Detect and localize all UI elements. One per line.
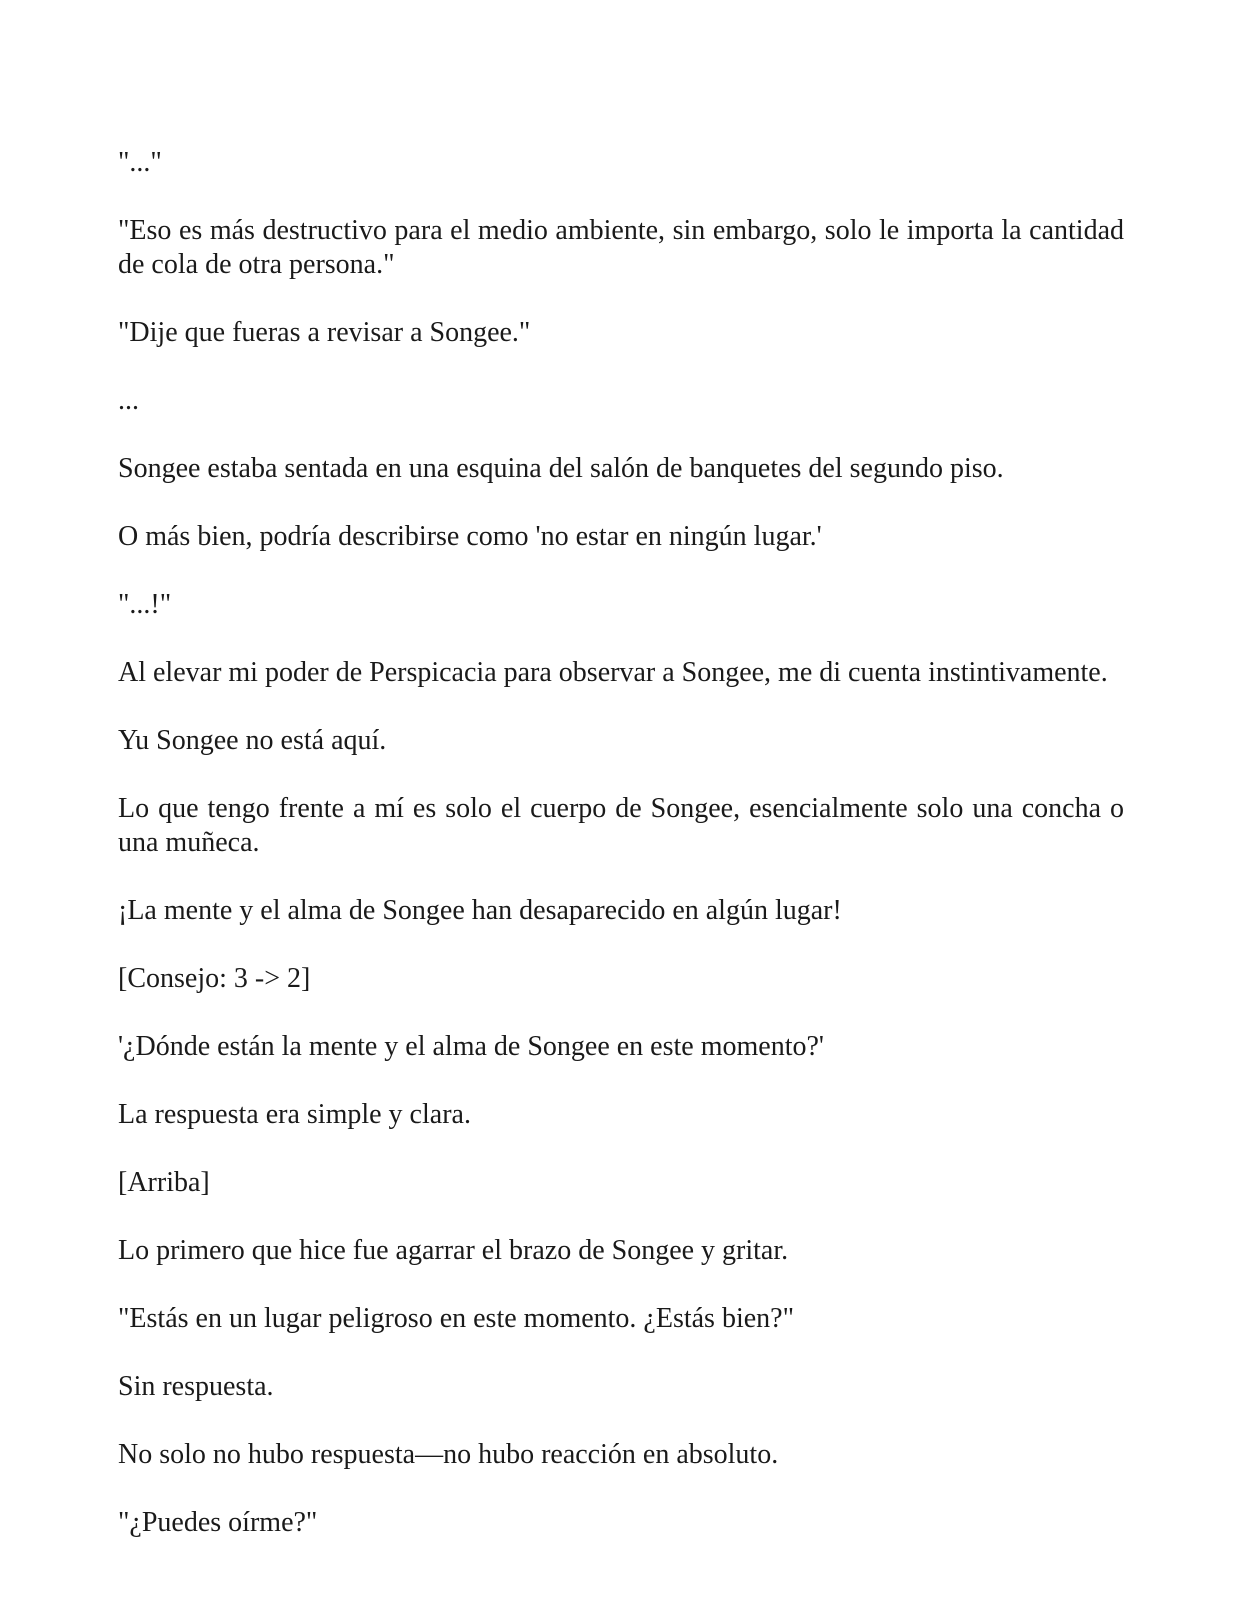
paragraph: Sin respuesta. (118, 1371, 274, 1402)
paragraph: [Arriba] (118, 1167, 210, 1198)
paragraph: Lo primero que hice fue agarrar el brazo de Songee y gritar. (118, 1235, 789, 1266)
paragraph: ... (118, 385, 139, 416)
paragraph: "...!" (118, 589, 172, 620)
paragraph: "¿Puedes oírme?" (118, 1507, 318, 1538)
paragraph: '¿Dónde están la mente y el alma de Songee en este momento?' (118, 1031, 824, 1062)
paragraph: Lo que tengo frente a mí es solo el cuerpo de Songee, esencialmente solo una concha o una muñeca. (118, 793, 1124, 858)
paragraph: Yu Songee no está aquí. (118, 725, 387, 756)
paragraph: Songee estaba sentada en una esquina del salón de banquetes del segundo piso. (118, 453, 1004, 484)
paragraph: "..." (118, 147, 162, 178)
paragraph: La respuesta era simple y clara. (118, 1099, 471, 1130)
paragraph: Al elevar mi poder de Perspicacia para observar a Songee, me di cuenta instintivamente. (118, 657, 1108, 688)
paragraph: "Eso es más destructivo para el medio ambiente, sin embargo, solo le importa la cantidad de cola de otra persona." (118, 215, 1124, 280)
paragraph: "Estás en un lugar peligroso en este momento. ¿Estás bien?" (118, 1303, 795, 1334)
paragraph: O más bien, podría describirse como 'no estar en ningún lugar.' (118, 521, 822, 552)
paragraph: "Dije que fueras a revisar a Songee." (118, 317, 531, 348)
document-body (118, 146, 1124, 1574)
paragraph: ¡La mente y el alma de Songee han desaparecido en algún lugar! (118, 895, 842, 926)
paragraph: No solo no hubo respuesta—no hubo reacción en absoluto. (118, 1439, 779, 1470)
paragraph: [Consejo: 3 -> 2] (118, 963, 311, 994)
